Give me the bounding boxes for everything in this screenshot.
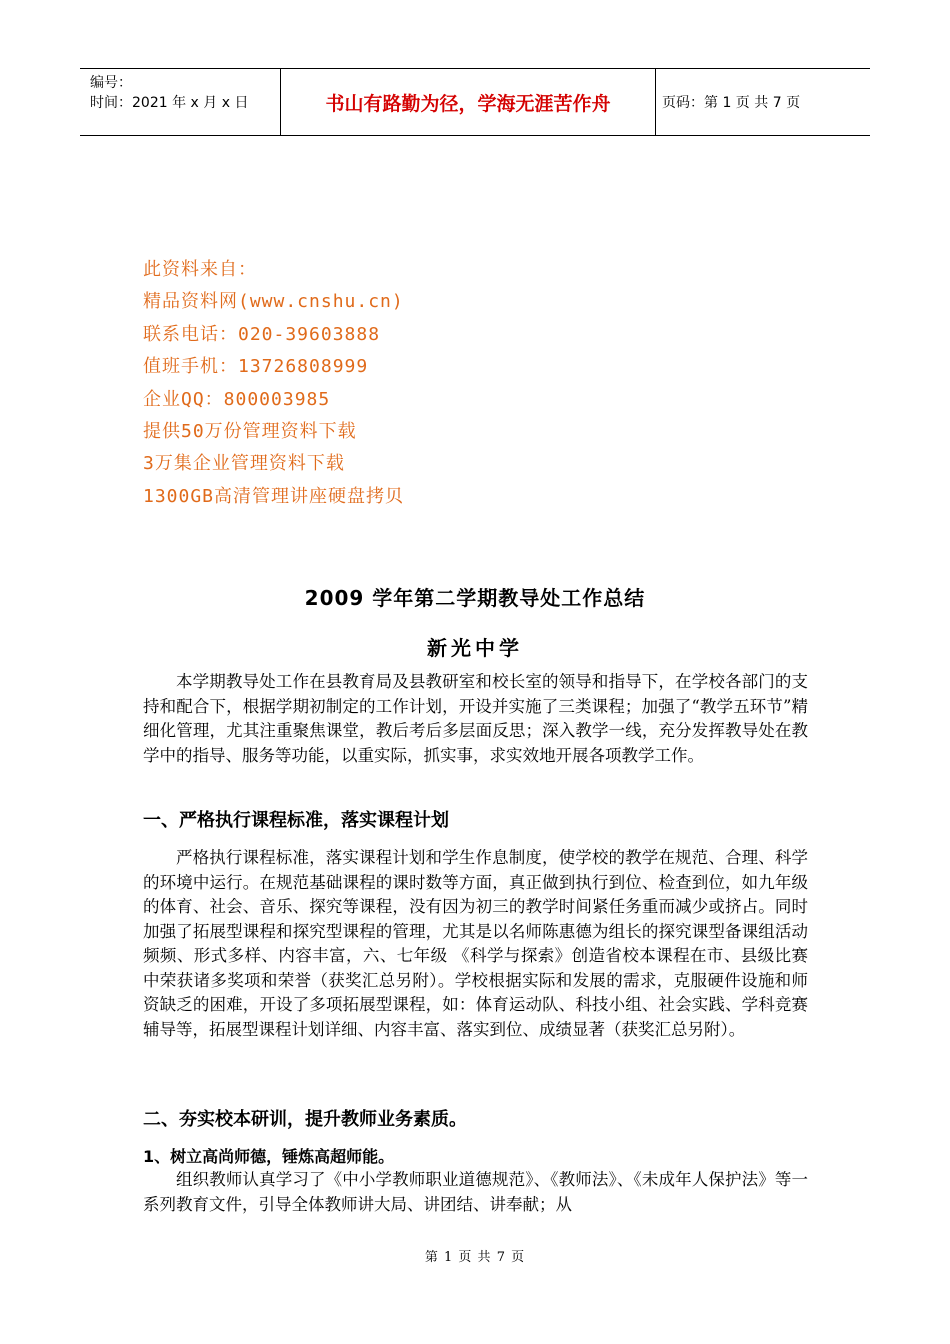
- source-info-block: [143, 254, 404, 513]
- document-title: 2009 学年第二学期教导处工作总结: [304, 586, 646, 610]
- header-motto: 书山有路勤为径，学海无涯苦作舟: [280, 69, 656, 135]
- page-footer: 第 1 页 共 7 页: [424, 1250, 526, 1265]
- source-website[interactable]: 精品资料网(www.cnshu.cn): [143, 291, 404, 313]
- header-page-info: 页码：第 1 页 共 7 页: [662, 95, 801, 111]
- section-heading: 一、严格执行课程标准，落实课程计划: [143, 810, 449, 831]
- time-label: 时间：2021 年 x 月 x 日: [90, 95, 249, 111]
- source-line: 1300GB高清管理讲座硬盘拷贝: [143, 485, 405, 507]
- subsection-paragraph: 组织教师认真学习了《中小学教师职业道德规范》、《教师法》、《未成年人保护法》等一系列教育文件，引导全体教师讲大局、讲团结、讲奉献；从: [143, 1170, 808, 1214]
- header-meta: [80, 69, 280, 135]
- source-phone: 联系电话：020-39603888: [143, 323, 381, 345]
- header-table: [80, 68, 870, 136]
- source-line: 此资料来自：: [143, 259, 257, 280]
- document-subtitle: 新光中学: [427, 636, 523, 660]
- section-heading: 二、夯实校本研训，提升教师业务素质。: [143, 1109, 467, 1130]
- subsection-heading: 1、树立高尚师德，锤炼高超师能。: [143, 1147, 395, 1166]
- source-line: 3万集企业管理资料下载: [143, 453, 345, 475]
- source-line: 提供50万份管理资料下载: [143, 421, 357, 443]
- intro-paragraph: 本学期教导处工作在县教育局及县教研室和校长室的领导和指导下，在学校各部门的支持和配合下，根据学期初制定的工作计划，开设并实施了三类课程；加强了“教学五环节”精细化管理，尤其注重聚焦课堂，教后考后多层面反思；深入教学一线，充分发挥教导处在教学中的指导、服务等功能，以重实际，抓实事，求实效地开展各项教学工作。: [143, 672, 808, 765]
- source-qq: 企业QQ：800003985: [143, 388, 331, 410]
- number-label: 编号：: [90, 75, 132, 91]
- section-paragraph: 严格执行课程标准，落实课程计划和学生作息制度，使学校的教学在规范、合理、科学的环境中运行。在规范基础课程的课时数等方面，真正做到执行到位、检查到位，如九年级的体育、社会、音乐、探究等课程，没有因为初三的教学时间紧任务重而减少或挤占。同时加强了拓展型课程和探究型课程的管理，尤其是以名师陈惠德为组长的探究课型备课组活动频频、形式多样、内容丰富，六、七年级 《科学与探索》创造省校本课程在市、县级比赛中荣获诸多奖项和荣誉（获奖汇总另附）。学校根据实际和发展的需求，克服硬件设施和师资缺乏的困难，开设了多项拓展型课程，如：体育运动队、科技小组、社会实践、学科竞赛辅导等，拓展型课程计划详细、内容丰富、落实到位、成绩显著（获奖汇总另附）。: [143, 848, 808, 1039]
- source-mobile: 值班手机：13726808999: [143, 356, 369, 378]
